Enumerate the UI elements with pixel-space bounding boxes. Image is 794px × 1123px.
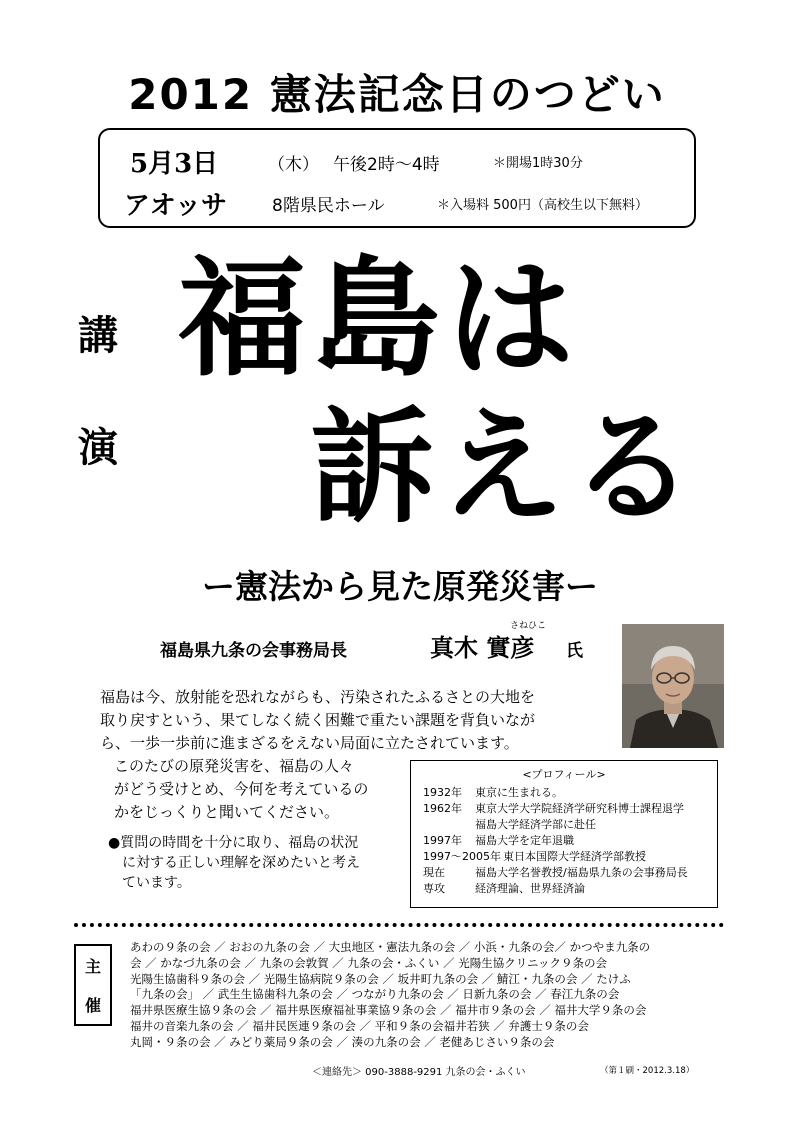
speaker-role: 福島県九条の会事務局長 [160, 641, 347, 661]
profile-text: 福島大学名誉教授/福島県九条の会事務局長 [475, 866, 688, 879]
event-title: 2012 憲法記念日のつどい [128, 70, 666, 119]
lecture-subtitle: ー憲法から見た原発災害ー [202, 567, 598, 606]
profile-row [411, 801, 717, 817]
profile-text: 福島大学経済学部に赴任 [475, 818, 596, 831]
profile-year: 専攻 [423, 882, 445, 895]
profile-text: 東日本国際大学経済学部教授 [503, 850, 646, 863]
profile-row [411, 881, 717, 897]
intro-line: ら、一歩一歩前に進まざるをえない局面に立たされています。 [100, 734, 519, 752]
profile-row [411, 817, 717, 833]
section-divider [74, 923, 724, 927]
speaker-honorific: 氏 [566, 641, 583, 661]
profile-row [411, 849, 717, 865]
lecture-label-1: 講 [78, 312, 118, 359]
profile-year [423, 817, 475, 833]
invitation-line: このたびの原発災害を、福島の人々 [114, 757, 355, 775]
profile-year: 1997～2005年 [423, 850, 501, 863]
main-title-line-1: 福島は [178, 245, 581, 394]
speaker-name: 真木 實彦 [430, 633, 535, 662]
event-venue: アオッサ [124, 191, 227, 221]
invitation-paragraph [114, 755, 368, 824]
speaker-portrait-image [622, 624, 724, 748]
profile-text: 東京大学大学院経済学研究科博士課程退学 [475, 802, 684, 815]
profile-year: 1932年 [423, 786, 462, 799]
sponsor-organizations [130, 940, 730, 1051]
print-info: （第１刷・2012.3.18） [600, 1066, 695, 1076]
qa-note [108, 833, 360, 893]
sponsor-line: 「九条の会」 ／ 武生生協歯科九条の会 ／ つながり九条の会 ／ 日新九条の会 ／ 春江九条の会 [130, 987, 620, 1002]
sponsor-label-char: 催 [84, 996, 101, 1015]
main-title-line-2: 訴える [310, 396, 701, 540]
event-date: 5月3日 [130, 149, 219, 179]
intro-line: 取り戻すという、果てしなく続く困難で重たい課題を背負いなが [100, 711, 536, 729]
sponsor-line: 光陽生協歯科９条の会 ／ 光陽生協病院９条の会 ／ 坂井町九条の会 ／ 鯖江・九条の会 ／ たけふ [130, 971, 631, 986]
profile-text: 福島大学を定年退職 [475, 834, 574, 847]
profile-year: 現在 [423, 866, 445, 879]
profile-text: 東京に生まれる。 [475, 786, 563, 799]
sponsor-line: 丸岡・９条の会 ／ みどり薬局９条の会 ／ 湊の九条の会 ／ 老健あじさい９条の会 [130, 1034, 555, 1049]
intro-paragraph [100, 686, 535, 755]
venue-hall: 8階県民ホール [272, 196, 385, 216]
sponsor-label-box [74, 944, 112, 1026]
profile-text: 経済理論、世界経済論 [475, 882, 585, 895]
invitation-line: がどう受けとめ、今何を考えているの [114, 780, 369, 798]
intro-line: 福島は今、放射能を恐れながらも、汚染されたふるさとの大地を [100, 688, 536, 706]
sponsor-line: 福井県医療生協９条の会 ／ 福井県医療福祉事業協９条の会 ／ 福井市９条の会 ／ 福井大学９条の会 [130, 1003, 647, 1018]
open-time-note: ＊開場1時30分 [493, 156, 583, 171]
qa-note-line: ●質問の時間を十分に取り、福島の状況 [108, 835, 359, 851]
qa-note-line: ています。 [122, 875, 191, 891]
profile-year: 1997年 [423, 834, 462, 847]
profile-row [411, 865, 717, 881]
speaker-photo [622, 624, 724, 748]
admission-fee-note: ＊入場料 500円（高校生以下無料） [437, 198, 648, 213]
event-time: 午後2時～4時 [333, 155, 440, 175]
invitation-line: かをじっくりと聞いてください。 [114, 803, 340, 821]
profile-row [411, 833, 717, 849]
event-day: （木） [268, 155, 319, 175]
profile-row [411, 785, 717, 801]
sponsor-line: 福井の音楽九条の会 ／ 福井民医連９条の会 ／ 平和９条の会福井若狭 ／ 弁護士９条の会 [130, 1018, 589, 1033]
profile-year: 1962年 [423, 802, 462, 815]
profile-box [410, 760, 718, 908]
profile-heading: <プロフィール> [522, 768, 606, 781]
speaker-name-ruby: さねひこ [510, 621, 547, 631]
lecture-label-2: 演 [78, 424, 118, 471]
qa-note-line: に対する正しい理解を深めたいと考え [122, 855, 360, 871]
contact-info: ＜連絡先＞ 090-3888-9291 九条の会・ふくい [312, 1067, 526, 1078]
sponsor-line: 会 ／ かなづ九条の会 ／ 九条の会敦賀 ／ 九条の会・ふくい ／ 光陽生協クリニック９条の会 [130, 955, 608, 970]
sponsor-line: あわの９条の会 ／ おおの九条の会 ／ 大虫地区・憲法九条の会 ／ 小浜・九条の会／ かつやま九条の [130, 940, 651, 954]
sponsor-label-char: 主 [84, 957, 101, 976]
